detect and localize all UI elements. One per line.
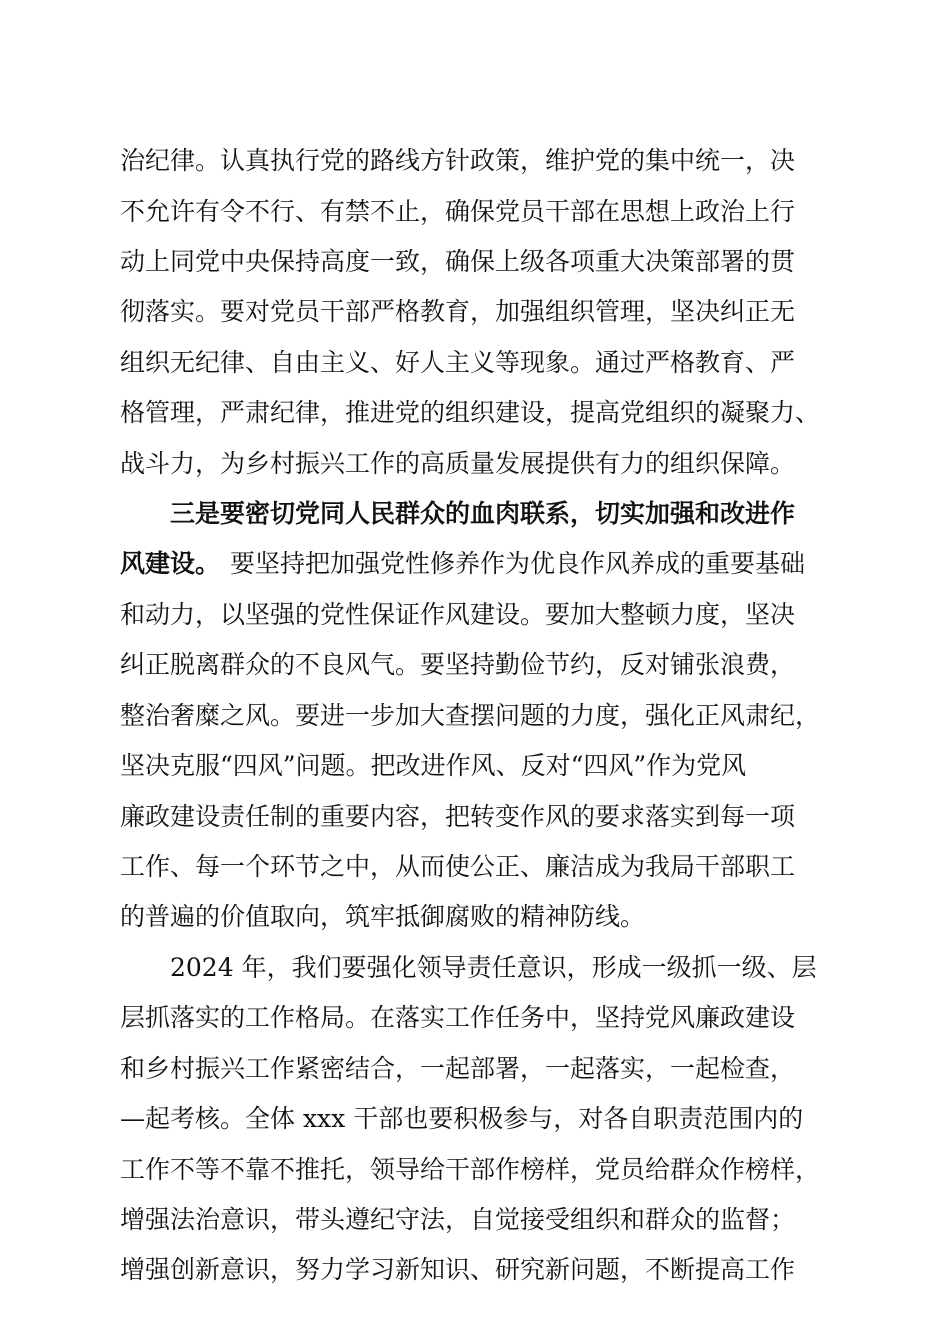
text-line: 廉政建设责任制的重要内容，把转变作风的要求落实到每一项	[120, 802, 796, 831]
text-line: 增强创新意识，努力学习新知识、研究新问题，不断提高工作	[120, 1255, 796, 1284]
text-line: 要坚持把加强党性修养作为优良作风养成的重要基础	[230, 549, 806, 578]
section-heading-line: 三是要密切党同人民群众的血肉联系，切实加强和改进作	[170, 499, 796, 528]
text-line: 整治奢糜之风。要进一步加大查摆问题的力度，强化正风肃纪，	[120, 701, 821, 730]
text-line: 增强法治意识，带头遵纪守法，自觉接受组织和群众的监督；	[120, 1205, 796, 1234]
text-line: 和乡村振兴工作紧密结合，一起部署，一起落实，一起检查，	[120, 1054, 796, 1083]
section-heading-end: 风建设。	[120, 549, 221, 578]
text-line: 治纪律。认真执行党的路线方针政策，维护党的集中统一，决	[120, 146, 796, 175]
text-line: —起考核。全体 xxx 干部也要积极参与，对各自职责范围内的	[120, 1104, 804, 1133]
text-line: 和动力，以坚强的党性保证作风建设。要加大整顿力度，坚决	[120, 600, 796, 629]
text-line: 层抓落实的工作格局。在落实工作任务中，坚持党风廉政建设	[120, 1003, 796, 1032]
text-line: 工作不等不靠不推托，领导给干部作榜样，党员给群众作榜样，	[120, 1155, 821, 1184]
text-line: 动上同党中央保持高度一致，确保上级各项重大决策部署的贯	[120, 247, 796, 276]
text-line: 坚决克服“四风”问题。把改进作风、反对“四风”作为党风	[120, 751, 747, 780]
text-line: 格管理，严肃纪律，推进党的组织建设，提高党组织的凝聚力、	[120, 398, 821, 427]
text-line: 彻落实。要对党员干部严格教育，加强组织管理，坚决纠正无	[120, 297, 796, 326]
text-line: 战斗力，为乡村振兴工作的高质量发展提供有力的组织保障。	[120, 449, 796, 478]
text-line: 纠正脱离群众的不良风气。要坚持勤俭节约，反对铺张浪费，	[120, 650, 796, 679]
text-line: 组织无纪律、自由主义、好人主义等现象。通过严格教育、严	[120, 348, 796, 377]
text-line: 工作、每一个环节之中，从而使公正、廉洁成为我局干部职工	[120, 852, 796, 881]
text-line: 不允许有令不行、有禁不止，确保党员干部在思想上政治上行	[120, 197, 796, 226]
text-line: 2024 年，我们要强化领导责任意识，形成一级抓一级、层	[170, 953, 817, 982]
text-line: 的普遍的价值取向，筑牢抵御腐败的精神防线。	[120, 902, 646, 931]
